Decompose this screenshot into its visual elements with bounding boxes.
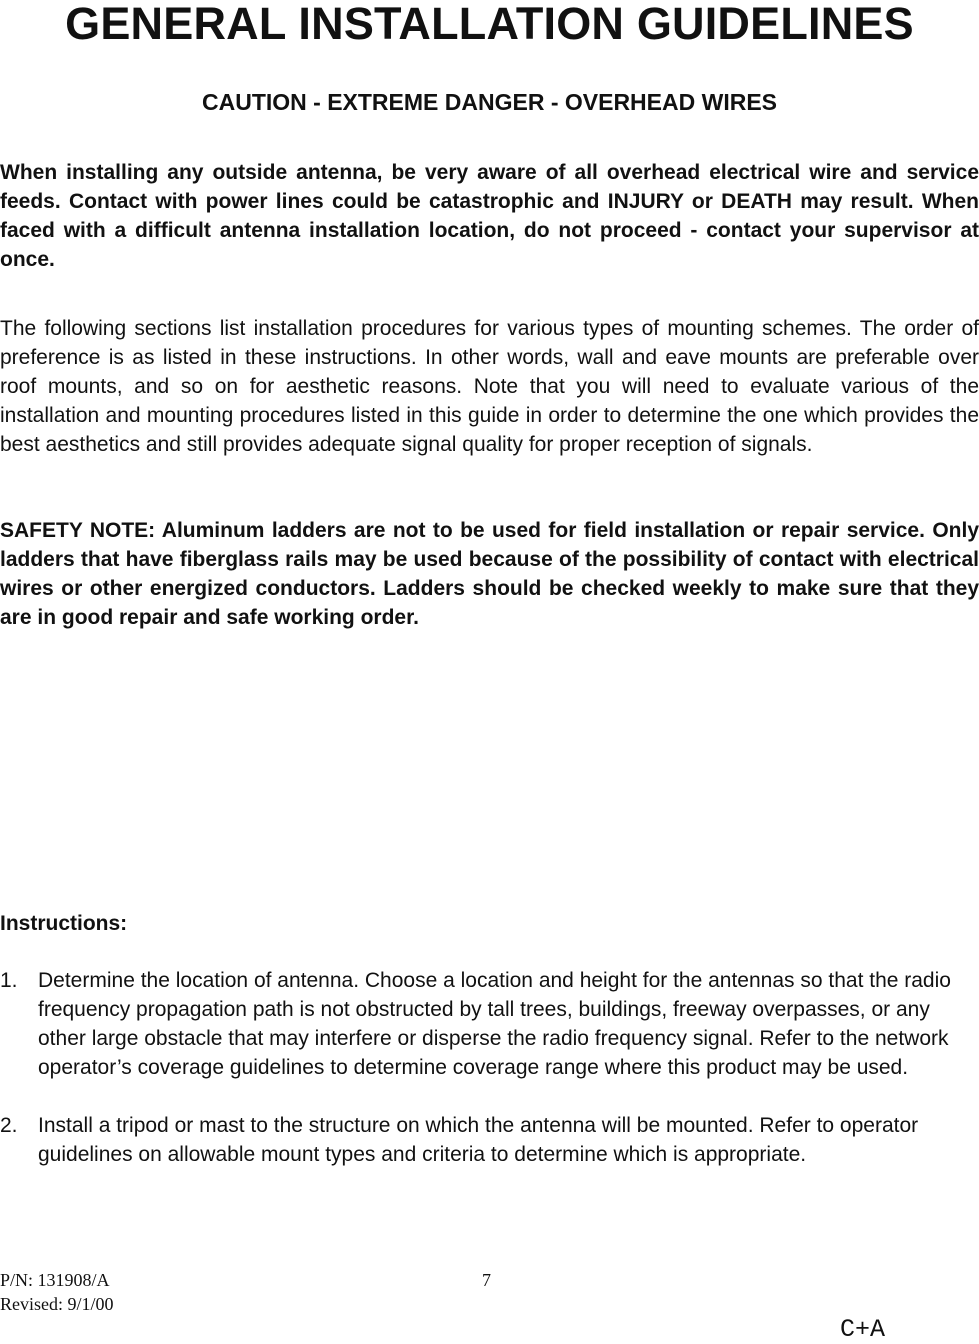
page-number: 7 xyxy=(482,1270,491,1290)
list-item xyxy=(0,1111,979,1169)
footer-info xyxy=(0,1268,114,1316)
list-item-text: Install a tripod or mast to the structure on which the antenna will be mounted. Refer to operator guidelines on allowable mount types and criteria to determine which is appropriate. xyxy=(38,1114,919,1166)
revised-date: Revised: 9/1/00 xyxy=(0,1294,114,1314)
safety-note: SAFETY NOTE: Aluminum ladders are not to be used for field installation or repair service. Only ladders that have fiberglass rails may be used because of the possibility of contact with electrical wires or other energized conductors. Ladders should be checked weekly to make sure that they are in good repair and safe working order. xyxy=(0,519,979,629)
list-item-number: 2. xyxy=(0,1114,18,1137)
list-item xyxy=(0,966,979,1082)
list-item-text: Determine the location of antenna. Choose a location and height for the antennas so that the radio frequency propagation path is not obstructed by tall trees, buildings, freeway overpasses, or any other large obstacle that may interfere or disperse the radio frequency signal. Refer to the network operator’s coverage guidelines to determine coverage range where this product may be used. xyxy=(38,969,951,1079)
instructions-list xyxy=(0,966,979,1198)
corner-mark: C+A xyxy=(840,1315,886,1344)
list-item-number: 1. xyxy=(0,969,18,992)
caution-heading: CAUTION - EXTREME DANGER - OVERHEAD WIRES xyxy=(201,89,778,115)
instructions-heading: Instructions: xyxy=(0,912,128,935)
sections-paragraph: The following sections list installation procedures for various types of mounting schemes. The order of preference is as listed in these instructions. In other words, wall and eave mounts are preferable over roof mounts, and so on for aesthetic reasons. Note that you will need to evaluate various of the installation and mounting procedures listed in this guide in order to determine the one which provides the best aesthetics and still provides adequate signal quality for proper reception of signals. xyxy=(0,317,979,456)
page-title: GENERAL INSTALLATION GUIDELINES xyxy=(65,0,914,49)
warning-paragraph: When installing any outside antenna, be very aware of all overhead electrical wire and service feeds. Contact with power lines could be catastrophic and INJURY or DEATH may result. When faced with a difficult antenna installation location, do not proceed - contact your supervisor at once. xyxy=(0,161,979,271)
part-number: P/N: 131908/A xyxy=(0,1270,110,1290)
